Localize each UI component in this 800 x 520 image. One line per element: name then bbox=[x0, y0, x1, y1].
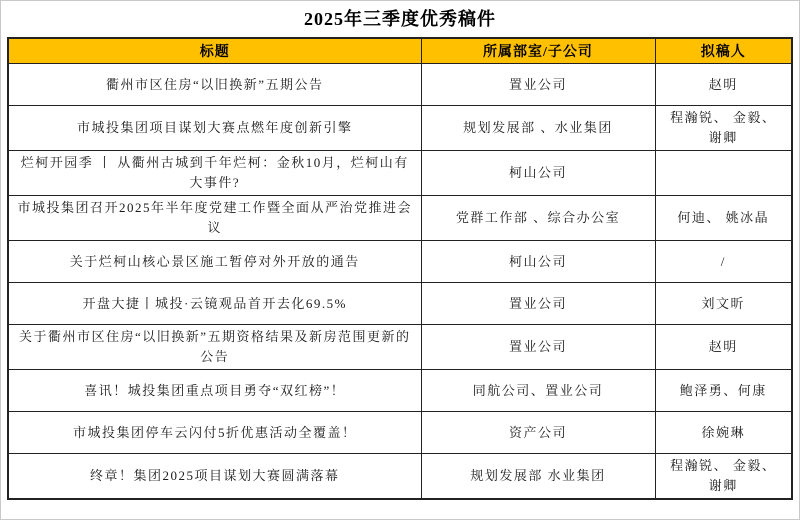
table-row bbox=[8, 106, 792, 151]
cell-drafter: 鲍泽勇、何康 bbox=[655, 370, 792, 412]
column-header-title: 标题 bbox=[8, 38, 421, 64]
cell-drafter: 程瀚锐、 金毅、 谢卿 bbox=[655, 106, 792, 151]
manuscript-table bbox=[7, 37, 793, 500]
cell-drafter: 程瀚锐、 金毅、 谢卿 bbox=[655, 454, 792, 500]
cell-title: 关于衢州市区住房“以旧换新”五期资格结果及新房范围更新的公告 bbox=[8, 325, 421, 370]
table-row bbox=[8, 151, 792, 196]
cell-dept: 同航公司、置业公司 bbox=[421, 370, 655, 412]
cell-dept: 置业公司 bbox=[421, 64, 655, 106]
cell-drafter: 徐婉琳 bbox=[655, 412, 792, 454]
column-header-dept: 所属部室/子公司 bbox=[421, 38, 655, 64]
table-header-row bbox=[8, 38, 792, 64]
cell-dept: 资产公司 bbox=[421, 412, 655, 454]
table-row bbox=[8, 64, 792, 106]
table-row bbox=[8, 370, 792, 412]
cell-dept: 规划发展部 、水业集团 bbox=[421, 106, 655, 151]
cell-title: 市城投集团召开2025年半年度党建工作暨全面从严治党推进会议 bbox=[8, 196, 421, 241]
cell-title: 烂柯开园季 丨 从衢州古城到千年烂柯：金秋10月，烂柯山有大事件? bbox=[8, 151, 421, 196]
cell-drafter bbox=[655, 151, 792, 196]
cell-dept: 柯山公司 bbox=[421, 241, 655, 283]
table-row bbox=[8, 412, 792, 454]
table-row bbox=[8, 241, 792, 283]
table-row bbox=[8, 196, 792, 241]
cell-title: 开盘大捷丨城投·云镜观品首开去化69.5% bbox=[8, 283, 421, 325]
cell-title: 关于烂柯山核心景区施工暂停对外开放的通告 bbox=[8, 241, 421, 283]
cell-drafter: 刘文昕 bbox=[655, 283, 792, 325]
table-row bbox=[8, 283, 792, 325]
table-row bbox=[8, 454, 792, 500]
cell-drafter: 赵明 bbox=[655, 325, 792, 370]
cell-dept: 规划发展部 水业集团 bbox=[421, 454, 655, 500]
cell-dept: 柯山公司 bbox=[421, 151, 655, 196]
table-row bbox=[8, 325, 792, 370]
cell-title: 衢州市区住房“以旧换新”五期公告 bbox=[8, 64, 421, 106]
cell-title: 市城投集团项目谋划大赛点燃年度创新引擎 bbox=[8, 106, 421, 151]
cell-title: 终章！集团2025项目谋划大赛圆满落幕 bbox=[8, 454, 421, 500]
cell-drafter: / bbox=[655, 241, 792, 283]
cell-drafter: 赵明 bbox=[655, 64, 792, 106]
page-title: 2025年三季度优秀稿件 bbox=[304, 9, 496, 29]
cell-dept: 置业公司 bbox=[421, 283, 655, 325]
column-header-drafter: 拟稿人 bbox=[655, 38, 792, 64]
cell-dept: 党群工作部 、综合办公室 bbox=[421, 196, 655, 241]
cell-title: 喜讯！城投集团重点项目勇夺“双红榜”！ bbox=[8, 370, 421, 412]
cell-drafter: 何迪、 姚冰晶 bbox=[655, 196, 792, 241]
cell-title: 市城投集团停车云闪付5折优惠活动全覆盖！ bbox=[8, 412, 421, 454]
cell-dept: 置业公司 bbox=[421, 325, 655, 370]
